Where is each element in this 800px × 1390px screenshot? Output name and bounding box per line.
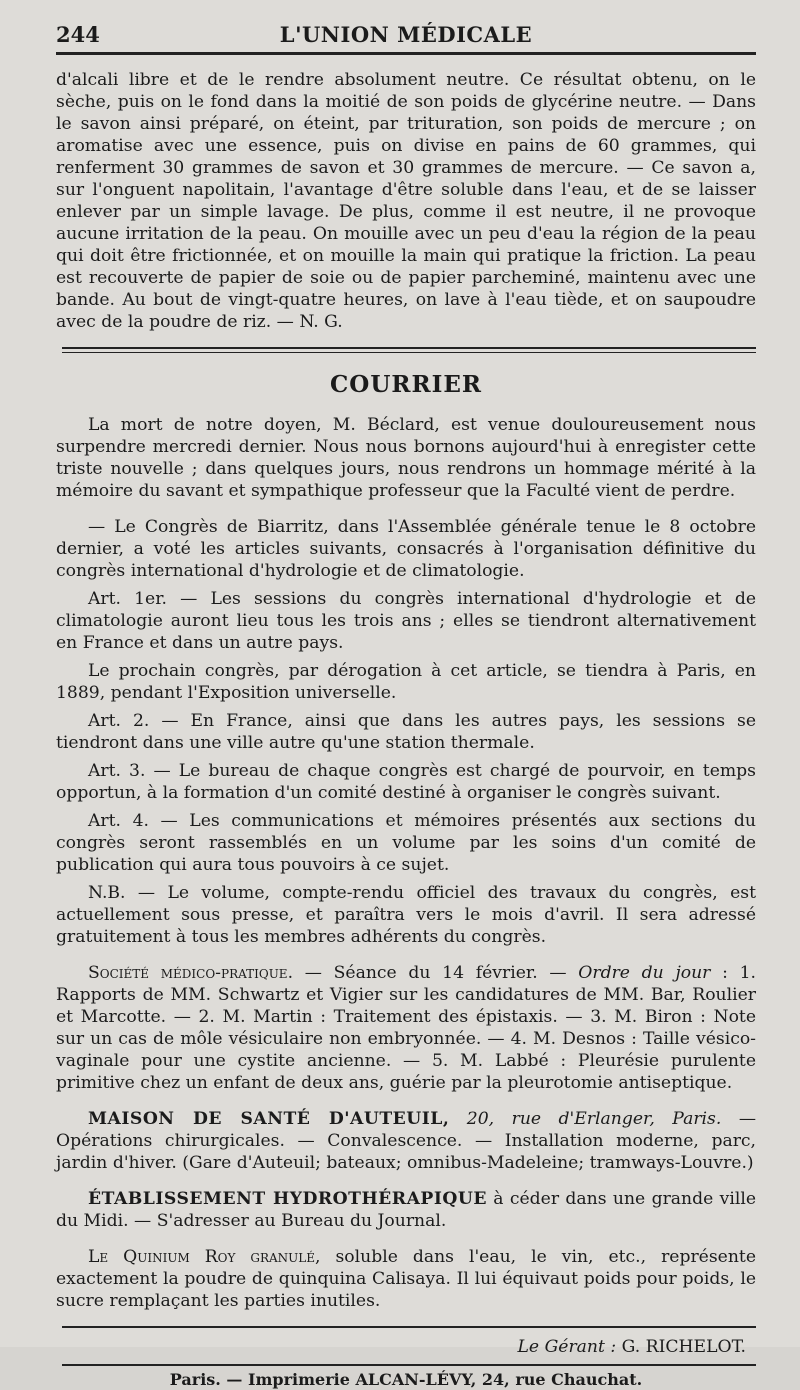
page-header: [56, 18, 756, 55]
intro-paragraph: d'alcali libre et de le rendre absolument neutre. Ce résultat obtenu, on le sèche, puis on le fond dans la moitié de son poids de glycérine neutre. — Dans le savon ainsi préparé, on éteint, par trituration, son poids de mercure ; on aromatise avec une essence, puis on divise en pains de 60 grammes, qui renferment 30 grammes de savon et 30 grammes de mercure. — Ce savon a, sur l'onguent napolitain, l'avantage d'être soluble dans l'eau, et de se laisser enlever par un simple lavage. De plus, comme il est neutre, il ne provoque aucune irritation de la peau. On mouille avec un peu d'eau la région de la peau qui doit être frictionnée, et on mouille la main qui pratique la friction. La peau est recouverte de papier de soie ou de papier parcheminé, maintenu avec une bande. Au bout de vingt-quatre heures, on lave à l'eau tiède, et on saupoudre avec de la poudre de riz. — N. G.: [56, 70, 756, 332]
signature-divider: [62, 1326, 756, 1328]
signature-label: Le Gérant :: [517, 1337, 617, 1357]
societe-part2: : 1. Rapports de MM. Schwartz et Vigier sur les candidatures de MM. Bar, Roulier et Marcotte. — 2. M. Martin : Traitement des épistaxis. — 3. M. Biron : Note sur un cas de môle vésiculaire non embryonnée. — 4. M. Desnos : Taille vésico-vaginale pour une cystite ancienne. — 5. M. Labbé : Pleurésie purulente primitive chez un enfant de deux ans, guérie par la pleurotomie antiseptique.: [56, 963, 756, 1093]
article-1: Art. 1er. — Les sessions du congrès international d'hydrologie et de climatologie auront lieu tous les trois ans ; elles se tiendront alternativement en France et dans un autre pays.: [56, 589, 756, 653]
imprint-divider: [62, 1364, 756, 1366]
maison-paragraph: [56, 1108, 756, 1174]
article-3: Art. 3. — Le bureau de chaque congrès est chargé de pourvoir, en temps opportun, à la formation d'un comité destiné à organiser le congrès suivant.: [56, 761, 756, 803]
societe-ordre: Ordre du jour: [578, 963, 711, 983]
beclard-paragraph: La mort de notre doyen, M. Béclard, est venue douloureusement nous surpendre mercredi dernier. Nous nous bornons aujourd'hui à enregister cette triste nouvelle ; dans quelques jours, nous rendrons un hommage mérité à la mémoire du savant et sympathique professeur que la Faculté vient de perdre.: [56, 415, 756, 501]
etablissement-name: ÉTABLISSEMENT HYDROTHÉRAPIQUE: [88, 1189, 487, 1209]
quinium-name: Le Quinium Roy granulé,: [88, 1247, 321, 1267]
section-title: COURRIER: [329, 371, 483, 398]
article-2: Art. 2. — En France, ainsi que dans les autres pays, les sessions se tiendront dans une ville autre qu'une station thermale.: [56, 711, 756, 753]
printer-imprint: Paris. — Imprimerie ALCAN-LÉVY, 24, rue Chauchat.: [169, 1370, 643, 1389]
biarritz-paragraph: — Le Congrès de Biarritz, dans l'Assemblée générale tenue le 8 octobre dernier, a voté les articles suivants, consacrés à l'organisation définitive du congrès international d'hydrologie et de climatologie.: [56, 517, 756, 581]
maison-address: 20, rue d'Erlanger, Paris.: [449, 1109, 722, 1129]
article-1-note: Le prochain congrès, par dérogation à cet article, se tiendra à Paris, en 1889, pendant l'Exposition universelle.: [56, 661, 756, 703]
quinium-rest: soluble dans l'eau, le vin, etc., représente exactement la poudre de quinquina Calisaya. Il lui équivaut poids pour poids, le sucre remplaçant les parties inutiles.: [56, 1247, 756, 1311]
signature-name: G. RICHELOT.: [616, 1337, 746, 1357]
maison-rest: — Opérations chirurgicales. — Convalescence. — Installation moderne, parc, jardin d'hiver. (Gare d'Auteuil; bateaux; omnibus-Madeleine; tramways-Louvre.): [56, 1109, 757, 1173]
page-number: 244: [56, 22, 100, 47]
journal-title: L'UNION MÉDICALE: [279, 22, 533, 47]
article-4: Art. 4. — Les communications et mémoires présentés aux sections du congrès seront rassemblés en un volume par les soins d'un comité de publication qui aura tous pouvoirs à ce sujet.: [56, 811, 756, 875]
etablissement-rest: à céder dans une grande ville du Midi. — S'adresser au Bureau du Journal.: [56, 1189, 757, 1231]
nb-paragraph: N.B. — Le volume, compte-rendu officiel des travaux du congrès, est actuellement sous presse, et paraîtra vers le mois d'avril. Il sera adressé gratuitement à tous les membres adhérents du congrès.: [56, 883, 756, 947]
societe-paragraph: [56, 962, 756, 1094]
section-divider: [62, 347, 756, 353]
signature: [56, 1336, 756, 1358]
quinium-paragraph: [56, 1246, 756, 1312]
societe-part1: — Séance du 14 février. —: [293, 963, 579, 983]
etablissement-paragraph: [56, 1188, 756, 1232]
societe-name: Société médico-pratique.: [88, 963, 294, 983]
maison-name: MAISON DE SANTÉ D'AUTEUIL,: [88, 1109, 450, 1129]
